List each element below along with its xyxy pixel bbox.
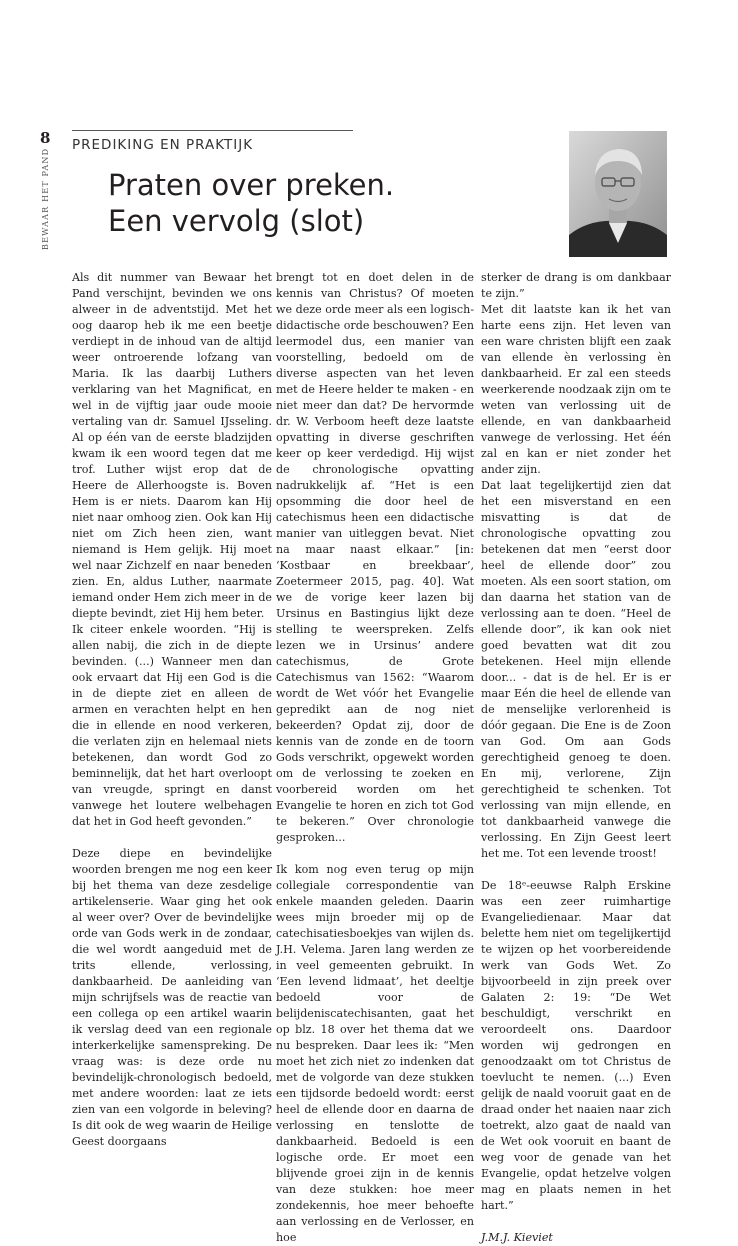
article-column-1 bbox=[72, 270, 272, 1150]
title-line-1: Praten over preken. bbox=[108, 168, 395, 202]
paragraph: De 18ᵉ-eeuwse Ralph Erskine was een zeer ruimhartige Evangeliedienaar. Maar dat belette hem niet om tegelijkertijd te wijzen op het voorbereidende werk van Gods Wet. Zo bijvoorbeeld in zijn preek over Galaten 2: 19: “De Wet beschuldigt, verschrikt en veroordeelt ons. Daardoor worden wij gedrongen en genoodzaakt om tot Christus de toevlucht te nemen. (...) Even gelijk de naald vooruit gaat en de draad onder het naaien naar zich toetrekt, alzo gaat de naald van de Wet ook vooruit en baant de weg voor de genade van het Evangelie, opdat hetzelve volgen mag en plaats nemen in het hart.” bbox=[481, 879, 671, 1212]
article-column-2 bbox=[276, 270, 474, 1246]
article-column-3 bbox=[481, 270, 671, 1246]
side-label-text: BEWAAR HET PAND bbox=[41, 147, 50, 250]
paragraph: sterker de drang is om dankbaar te zijn.” bbox=[481, 271, 671, 300]
section-heading: PREDIKING EN PRAKTIJK bbox=[72, 137, 254, 153]
paragraph: brengt tot en doet delen in de kennis van Christus? Of moeten we deze orde meer als een logisch-didactische orde beschouwen? Een leermodel dus, een manier van voorstelling, bedoeld om de diverse aspecten van het leven met de Heere helder te maken - en niet meer dan dat? De hervormde dr. W. Verboom heeft deze laatste opvatting in diverse geschriften keer op keer verdedigd. Hij wijst de chronologische opvatting nadrukkelijk af. “Het is een opsomming die door heel de catechismus heen een didactische manier van uitleggen bevat. Niet na maar naast elkaar.” [in: ‘Kostbaar en breekbaar’, Zoetermeer 2015, pag. 40]. Wat we de vorige keer lazen bij Ursinus en Bastingius lijkt deze stelling te weerspreken. Zelfs lezen we in Ursinus’ andere catechismus, de Grote Catechismus van 1562: “Waarom wordt de Wet vóór het Evangelie gepredikt aan de nog niet bekeerden? Opdat zij, door de kennis van de zonde en de toorn Gods verschrikt, opgewekt worden om de verlossing te zoeken en voorbereid worden om het Evangelie te horen en zich tot God te bekeren.” Over chronologie gesproken... bbox=[276, 271, 474, 844]
title-line-2: Een vervolg (slot) bbox=[108, 204, 365, 238]
paragraph: Deze diepe en bevindelijke woorden brengen me nog een keer bij het thema van deze zesdelige artikelenserie. Waar ging het ook al weer over? Over de bevindelijke orde van Gods werk in de zondaar, die wel wordt aangeduid met de trits ellende, verlossing, dankbaarheid. De aanleiding van mijn schrijfsels was de reactie van een collega op een artikel waarin ik verslag deed van een regionale interkerkelijke samenspreking. De vraag was: is deze orde nu bevindelijk-chronologisch bedoeld, met andere woorden: laat ze iets zien van een volgorde in beleving? Is dit ook de weg waarin de Heilige Geest doorgaans bbox=[72, 847, 272, 1148]
page-number: 8 bbox=[40, 129, 51, 147]
paragraph: Ik kom nog even terug op mijn collegiale correspondentie van enkele maanden geleden. Daarin wees mijn broeder mij op de catechisatiesboekjes van wijlen ds. J.H. Velema. Jaren lang werden ze in veel gemeenten gebruikt. In ‘Een levend lidmaat’, het deeltje bedoeld voor de belijdeniscatechisanten, gaat het op blz. 18 over het thema dat we nu bespreken. Daar lees ik: “Men moet het zich niet zo indenken dat met de volgorde van deze stukken een tijdsorde bedoeld wordt: eerst heel de ellende door en daarna de verlossing en tenslotte de dankbaarheid. Bedoeld is een logische orde. Er moet een blijvende groei zijn in de kennis van deze stukken: hoe meer zondekennis, hoe meer behoefte aan verlossing en de Verlosser, en hoe bbox=[276, 863, 474, 1244]
author-signature: J.M.J. Kieviet bbox=[481, 1231, 553, 1244]
top-rule bbox=[72, 130, 353, 131]
paragraph: Dat laat tegelijkertijd zien dat het een misverstand en een misvatting is dat de chronologische opvatting zou betekenen dat men “eerst door heel de ellende door” zou moeten. Als een soort station, om dan daarna het station van de verlossing aan te doen. “Heel de ellende door”, ik kan ook niet goed bevatten wat dit zou betekenen. Heel mijn ellende door... - dat is de hel. Er is er maar Eén die heel de ellende van de menselijke verlorenheid is dóór gegaan. Die Ene is de Zoon van God. Om aan Gods gerechtigheid genoeg te doen. En mij, verlorene, Zijn gerechtigheid te schenken. Tot verlossing van mijn ellende, en tot dankbaarheid vanwege die verlossing. En Zijn Geest leert het me. Tot een levende troost! bbox=[481, 479, 671, 860]
paragraph: Als dit nummer van Bewaar het Pand verschijnt, bevinden we ons alweer in de adventstijd. Met het oog daarop heb ik me een beetje verdiept in de inhoud van de altijd weer ontroerende lofzang van Maria. Ik las daarbij Luthers verklaring van het Magnificat, en wel in de vijftig jaar oude mooie vertaling van dr. Samuel IJsseling. Al op één van de eerste bladzijden kwam ik een woord tegen dat me trof. Luther wijst erop dat de Heere de Allerhoogste is. Boven Hem is er niets. Daarom kan Hij niet naar omhoog zien. Ook kan Hij niet om Zich heen zien, want niemand is Hem gelijk. Hij moet wel naar Zichzelf en naar beneden zien. En, aldus Luther, naarmate iemand onder Hem zich meer in de diepte bevindt, ziet Hij hem beter. bbox=[72, 271, 272, 620]
paragraph: Ik citeer enkele woorden. “Hij is allen nabij, die zich in de diepte bevinden. (...) Wanneer men dan ook ervaart dat Hij een God is die in de diepte ziet en alleen de armen en verachten helpt en hen die in ellende en nood verkeren, die verlaten zijn en helemaal niets betekenen, dan wordt God zo beminnelijk, dat het hart overloopt van vreugde, springt en danst vanwege het loutere welbehagen dat het in God heeft gevonden.” bbox=[72, 623, 272, 828]
author-photo bbox=[569, 131, 667, 257]
side-label bbox=[41, 147, 53, 250]
paragraph: Met dit laatste kan ik het van harte eens zijn. Het leven van een ware christen blijft een zaak van ellende èn verlossing èn dankbaarheid. Er zal een steeds weerkerende noodzaak zijn om te weten van verlossing uit de ellende, en van dankbaarheid vanwege de verlossing. Het één zal en kan er niet zonder het ander zijn. bbox=[481, 303, 671, 476]
article-title bbox=[108, 167, 394, 239]
